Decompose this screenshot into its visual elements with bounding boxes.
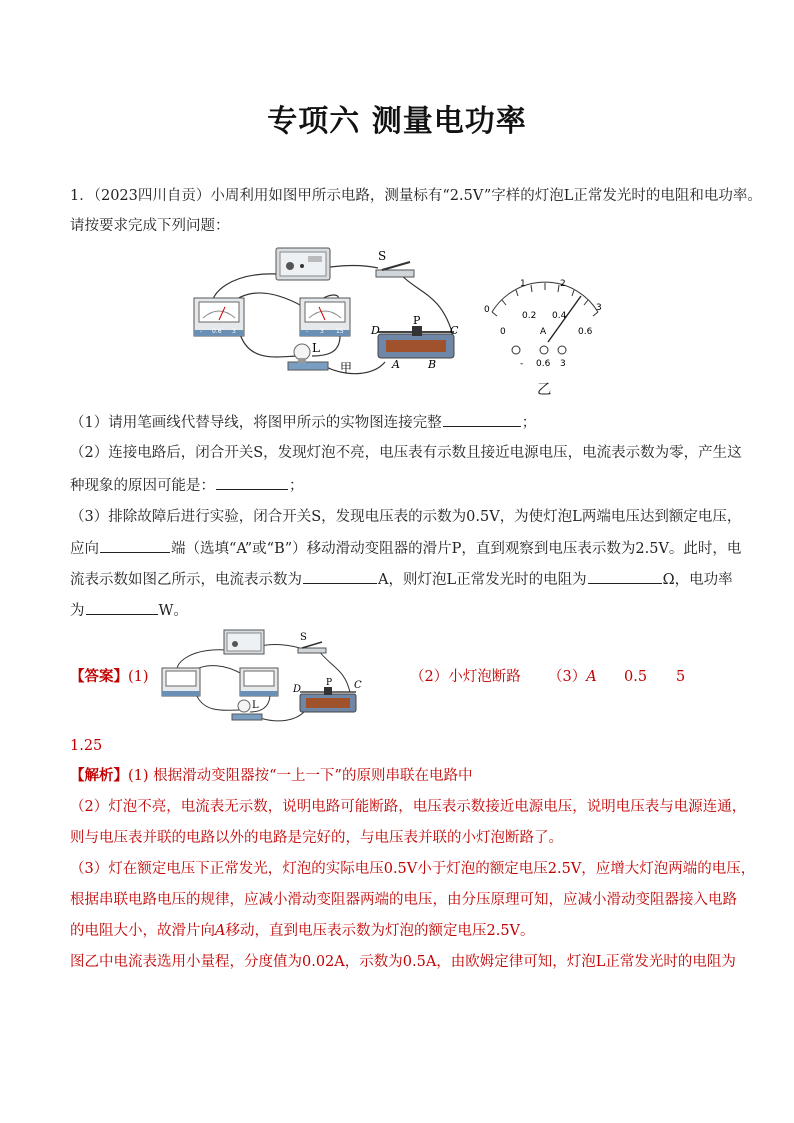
figure-answer-circuit <box>160 628 370 724</box>
switch <box>376 270 414 277</box>
inner-scale-02: 0.2 <box>522 311 537 321</box>
outer-scale-0: 0 <box>484 305 490 315</box>
dial-unit: A <box>540 327 547 337</box>
label-P: P <box>413 314 421 327</box>
label-B: B <box>428 358 437 371</box>
answer-row: 【答案】(1) <box>70 668 149 685</box>
bulb-L <box>288 344 328 370</box>
outer-scale-2: 2 <box>560 279 566 289</box>
question-part-3-line-1: （3）排除故障后进行实验，闭合开关S，发现电压表的示数为0.5V，为使灯泡L两端电压达到额定电压， <box>70 509 742 525</box>
analysis-line-5: 根据串联电路电压的规律，应减小滑动变阻器两端的电压，由分压原理可知，应减小滑动变阻器接入电路 <box>70 892 737 908</box>
figure-yi-ammeter-dial <box>480 268 610 378</box>
ammeter-terminal-06: 0.6 <box>212 328 222 335</box>
outer-scale-1: 1 <box>520 279 526 289</box>
answer-part-2: （2）小灯泡断路 <box>410 669 521 685</box>
terminal-3: 3 <box>560 359 566 369</box>
inner-scale-04: 0.4 <box>552 311 567 321</box>
analysis-line-3: 则与电压表并联的电路以外的电路是完好的，与电压表并联的小灯泡断路了。 <box>70 830 563 846</box>
inner-scale-06: 0.6 <box>578 327 593 337</box>
answer-value-resistance: 5 <box>676 669 686 685</box>
question-part-2-line-2: 种现象的原因可能是： ； <box>70 475 304 496</box>
caption-yi: 乙 <box>537 382 552 398</box>
answer-fig-label-S: S <box>300 632 307 643</box>
page-title: 专项六 测量电功率 <box>267 104 527 139</box>
caption-jia: 甲 <box>340 361 353 375</box>
answer-fig-label-C: C <box>354 680 362 691</box>
question-line-2: 请按要求完成下列问题： <box>70 218 230 234</box>
question-part-2-line-1: （2）连接电路后，闭合开关S，发现灯泡不亮，电压表有示数且接近电源电压，电流表示数为零，产生这 <box>70 445 742 461</box>
question-part-3-line-3: 流表示数如图乙所示，电流表示数为 A，则灯泡L正常发光时的电阻为 Ω，电功率 <box>70 569 733 590</box>
ammeter-terminal-3: 3 <box>232 328 236 335</box>
answer-fig-label-L: L <box>252 700 259 711</box>
figure-jia-circuit <box>190 244 480 376</box>
terminal-06: 0.6 <box>536 359 551 369</box>
voltmeter-terminal-3: 3 <box>320 328 324 335</box>
outer-scale-3: 3 <box>596 303 602 313</box>
question-line-1: 1．（2023四川自贡）小周利用如图甲所示电路，测量标有“2.5V”字样的灯泡L正常发光时的电阻和电功率。 <box>70 188 762 204</box>
voltmeter-terminal-15: 15 <box>336 328 344 335</box>
analysis-line-1: 【解析】(1) 根据滑动变阻器按“一上一下”的原则串联在电路中 <box>70 767 473 784</box>
analysis-line-4: （3）灯在额定电压下正常发光，灯泡的实际电压0.5V小于灯泡的额定电压2.5V，应增大灯泡两端的电压， <box>70 861 756 877</box>
analysis-line-2: （2）灯泡不亮，电流表无示数，说明电路可能断路，电压表示数接近电源电压，说明电压表与电源连通， <box>70 799 747 815</box>
rheostat <box>378 326 454 358</box>
label-S: S <box>378 249 387 263</box>
label-C: C <box>450 324 459 337</box>
voltmeter-terminal-neg: - <box>306 328 309 335</box>
ammeter-terminal-neg: - <box>200 328 203 335</box>
answer-value-power: 1.25 <box>70 738 103 754</box>
answer-part-3: （3）A <box>548 669 597 685</box>
question-part-3-line-4: 为 W。 <box>70 600 188 621</box>
analysis-line-6: 的电阻大小，故滑片向A移动，直到电压表示数为灯泡的额定电压2.5V。 <box>70 923 535 939</box>
analysis-line-7: 图乙中电流表选用小量程，分度值为0.02A，示数为0.5A，由欧姆定律可知，灯泡L正常发光时的电阻为 <box>70 954 736 970</box>
terminal-neg: - <box>520 359 524 369</box>
answer-value-current: 0.5 <box>624 669 648 685</box>
answer-tag: 【答案】 <box>70 668 128 685</box>
question-part-1: （1）请用笔画线代替导线，将图甲所示的实物图连接完整 ； <box>70 412 536 433</box>
question-part-3-line-2: 应向 端（选填“A”或“B”）移动滑动变阻器的滑片P，直到观察到电压表示数为2.5V。此时，电 <box>70 538 741 559</box>
inner-scale-0: 0 <box>500 327 506 337</box>
label-A: A <box>392 358 400 371</box>
answer-fig-label-D: D <box>293 684 302 695</box>
label-L: L <box>312 341 320 355</box>
analysis-tag: 【解析】 <box>70 767 128 784</box>
label-D: D <box>371 324 380 337</box>
answer-fig-label-P: P <box>326 678 333 688</box>
